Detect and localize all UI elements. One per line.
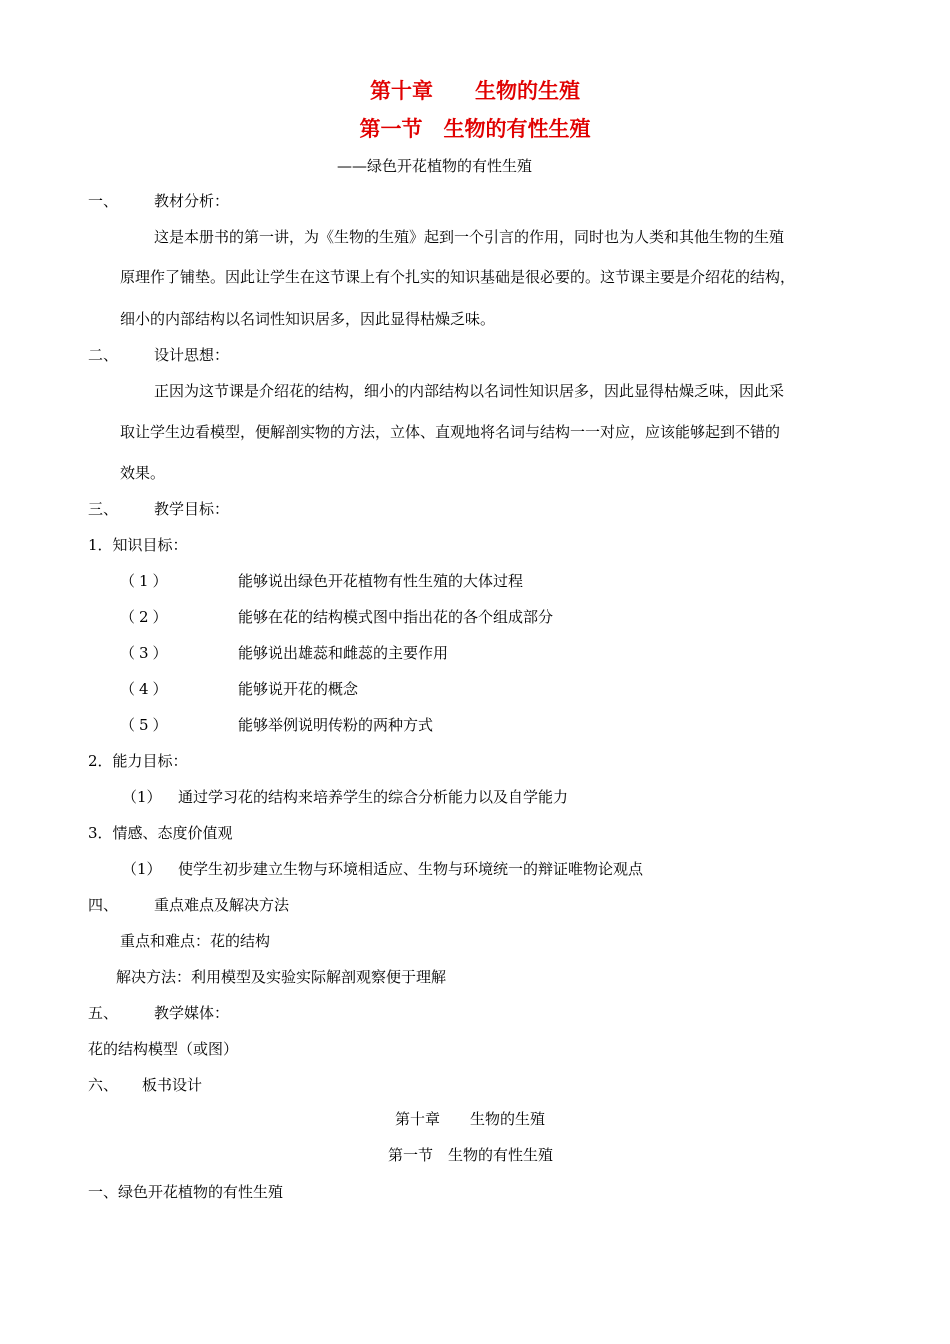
section-3-number: 三、: [88, 500, 119, 518]
section-4-title: 重点难点及解决方法: [154, 896, 290, 914]
goal-1-item-2-number: （2）: [120, 608, 172, 626]
board-chapter-title: 第十章 生物的生殖: [395, 1110, 546, 1128]
goal-1-item-5-text: 能够举例说明传粉的两种方式: [238, 716, 434, 734]
section-5-number: 五、: [88, 1004, 119, 1022]
goal-2-label: 2．能力目标：: [88, 752, 188, 770]
goal-1-label: 1．知识目标：: [88, 536, 188, 554]
goal-1-item-1-number: （1）: [120, 572, 172, 590]
section-5-title: 教学媒体：: [154, 1004, 230, 1022]
goal-1-item-5-number: （5）: [120, 716, 172, 734]
section-5-line-1: 花的结构模型（或图）: [88, 1040, 239, 1058]
section-6-title: 板书设计: [142, 1076, 203, 1094]
section-1-number: 一、: [88, 192, 119, 210]
goal-3-item-number: （1）: [122, 860, 162, 878]
board-section-title: 第一节 生物的有性生殖: [388, 1146, 554, 1164]
goal-1-item-4-number: （4）: [120, 680, 172, 698]
goal-1-item-1-text: 能够说出绿色开花植物有性生殖的大体过程: [238, 572, 524, 590]
goal-3-label: 3．情感、态度价值观: [88, 824, 233, 842]
section-1-title: 教材分析：: [154, 192, 230, 210]
section-2-line-1: 正因为这节课是介绍花的结构，细小的内部结构以名词性知识居多，因此显得枯燥乏味，因此采: [154, 382, 785, 400]
subtitle: ——绿色开花植物的有性生殖: [337, 157, 533, 175]
section-4-line-2: 解决方法：利用模型及实验实际解剖观察便于理解: [116, 968, 447, 986]
section-6-number: 六、: [88, 1076, 119, 1094]
goal-1-item-3-number: （3）: [120, 644, 172, 662]
section-3-title: 教学目标：: [154, 500, 230, 518]
section-1-line-2: 原理作了铺垫。因此让学生在这节课上有个扎实的知识基础是很必要的。这节课主要是介绍花的结构，: [120, 268, 796, 286]
goal-1-item-4-text: 能够说开花的概念: [238, 680, 359, 698]
goal-2-item-number: （1）: [122, 788, 162, 806]
section-2-line-3: 效果。: [120, 464, 166, 482]
section-4-line-1: 重点和难点：花的结构: [120, 932, 271, 950]
goal-2-item-text: 通过学习花的结构来培养学生的综合分析能力以及自学能力: [178, 788, 569, 806]
section-1-line-1: 这是本册书的第一讲，为《生物的生殖》起到一个引言的作用，同时也为人类和其他生物的生殖: [154, 228, 785, 246]
section-title: 第一节 生物的有性生殖: [359, 116, 591, 141]
chapter-title: 第十章 生物的生殖: [370, 78, 580, 103]
section-2-line-2: 取让学生边看模型，便解剖实物的方法，立体、直观地将名词与结构一一对应，应该能够起到不错的: [120, 423, 781, 441]
section-2-title: 设计思想：: [154, 346, 230, 364]
section-1-line-3: 细小的内部结构以名词性知识居多，因此显得枯燥乏味。: [120, 310, 496, 328]
section-2-number: 二、: [88, 346, 119, 364]
goal-3-item-text: 使学生初步建立生物与环境相适应、生物与环境统一的辩证唯物论观点: [178, 860, 644, 878]
board-item-1: 一、绿色开花植物的有性生殖: [88, 1183, 284, 1201]
goal-1-item-3-text: 能够说出雄蕊和雌蕊的主要作用: [238, 644, 449, 662]
goal-1-item-2-text: 能够在花的结构模式图中指出花的各个组成部分: [238, 608, 554, 626]
section-4-number: 四、: [88, 896, 119, 914]
